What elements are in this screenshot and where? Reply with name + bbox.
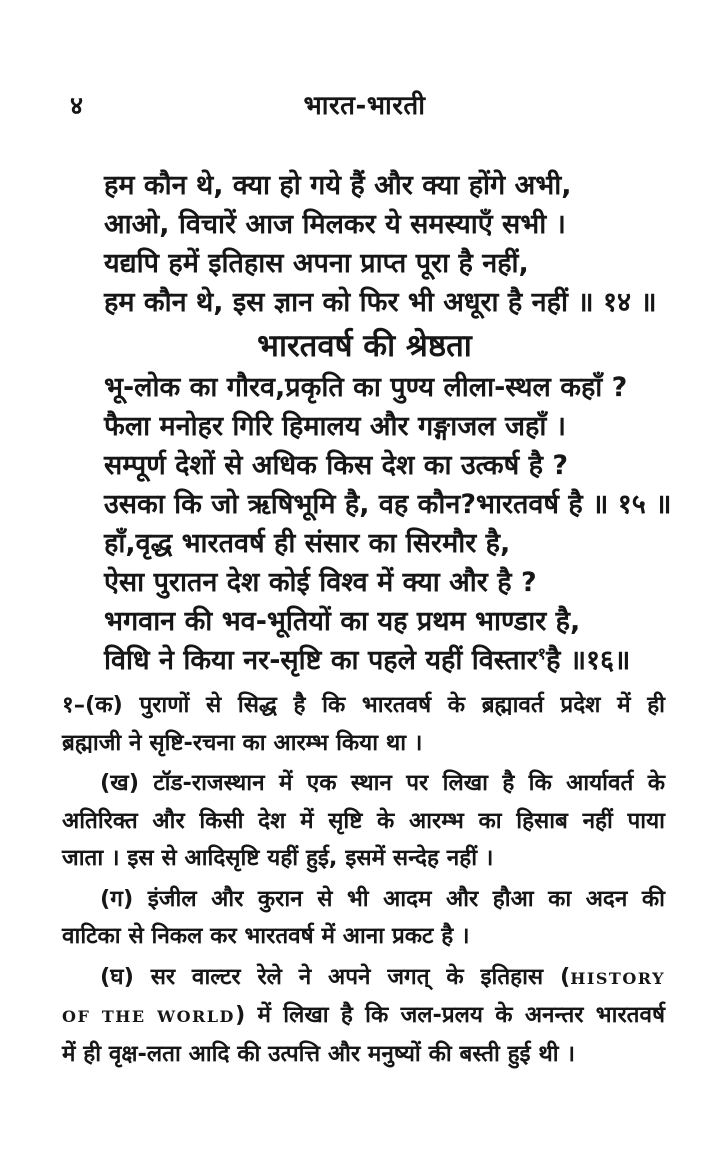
- footnote-line: वाटिका से निकल कर भारतवर्ष में आना प्रकट है ।: [62, 923, 470, 949]
- footnote-line: जाता । इस से आदिसृष्टि यहीं हुई, इसमें सन्देह नहीं ।: [62, 845, 494, 871]
- verse-line: फैला मनोहर गिरि हिमालय और गङ्गाजल जहाँ ।: [104, 411, 566, 442]
- footnote-latin-text: OF THE WORLD: [62, 1007, 235, 1026]
- verse-line: भू-लोक का गौरव,प्रकृति का पुण्य लीला-स्थल कहाँ ?: [104, 372, 628, 403]
- footnote-text: (घ) सर वाल्टर रेले ने अपने जगत् के इतिहास (: [100, 963, 571, 990]
- verse-line: ऐसा पुरातन देश कोई विश्व में क्या और है ?: [104, 567, 537, 598]
- footnote-line: [62, 959, 665, 998]
- verse-14: [62, 166, 667, 322]
- footnote-text: ) में लिखा है कि जल-प्रलय के अनन्तर भारतवर्ष: [234, 1002, 665, 1028]
- verse-line: उसका कि जो ऋषिभूमि है, वह कौन?भारतवर्ष है ॥ १५ ॥: [104, 489, 672, 520]
- footnote-line: १–(क) पुराणों से सिद्ध है कि भारतवर्ष के ब्रह्मावर्त प्रदेश में ही: [62, 692, 665, 718]
- footnote-latin-text: HISTORY: [570, 968, 665, 988]
- footnote-ga: [62, 881, 665, 956]
- footnote-line: (ग) इंजील और कुरान से भी आदम और हौआ का अदन की: [100, 885, 665, 912]
- verse-line: यद्यपि हमें इतिहास अपना प्राप्त पूरा है नहीं,: [104, 248, 529, 279]
- verse-line: हम कौन थे, इस ज्ञान को फिर भी अधूरा है नहीं ॥ १४ ॥: [104, 287, 657, 318]
- section-heading: भारतवर्ष की श्रेष्ठता: [257, 328, 472, 364]
- verse-line: हम कौन थे, क्या हो गये हैं और क्या होंगे अभी,: [104, 170, 572, 201]
- footnote-line: (ख) टॉड-राजस्थान में एक स्थान पर लिखा है कि आर्यावर्त के: [100, 770, 665, 796]
- footnote-line: [62, 997, 665, 1036]
- verse-line: भगवान की भव-भूतियों का यह प्रथम भाण्डार है,: [104, 606, 581, 637]
- verse-line-text: विधि ने किया नर-सृष्टि का पहले यहीं विस्तार: [104, 645, 538, 676]
- verse-16: [62, 524, 667, 680]
- footnotes-section: [62, 687, 667, 1073]
- verse-15: [62, 368, 672, 524]
- footnote-line: अतिरिक्त और किसी देश में सृष्टि के आरम्भ का हिसाब नहीं पाया: [62, 807, 665, 834]
- footnote-ref-mark: १: [537, 644, 547, 663]
- footnote-ka: [62, 687, 665, 762]
- verse-line: हाँ,वृद्ध भारतवर्ष ही संसार का सिरमौर है,: [104, 528, 511, 559]
- verse-line: सम्पूर्ण देशों से अधिक किस देश का उत्कर्ष है ?: [104, 450, 569, 481]
- page-number: ४: [70, 91, 84, 120]
- verse-line-with-footnote-ref: [104, 641, 661, 680]
- footnote-kha: [62, 765, 665, 878]
- verse-line: आओ, विचारें आज मिलकर ये समस्याएँ सभी ।: [104, 209, 566, 240]
- footnote-line: ब्रह्माजी ने सृष्टि-रचना का आरम्भ किया था ।: [62, 729, 423, 756]
- page-header: [62, 86, 667, 120]
- footnote-line: में ही वृक्ष-लता आदि की उत्पत्ति और मनुष्यों की बस्ती हुई थी ।: [62, 1040, 575, 1067]
- footnote-gha: [62, 959, 665, 1074]
- verse-line-text: है ॥१६॥: [546, 645, 631, 676]
- running-title: भारत-भारती: [303, 91, 426, 121]
